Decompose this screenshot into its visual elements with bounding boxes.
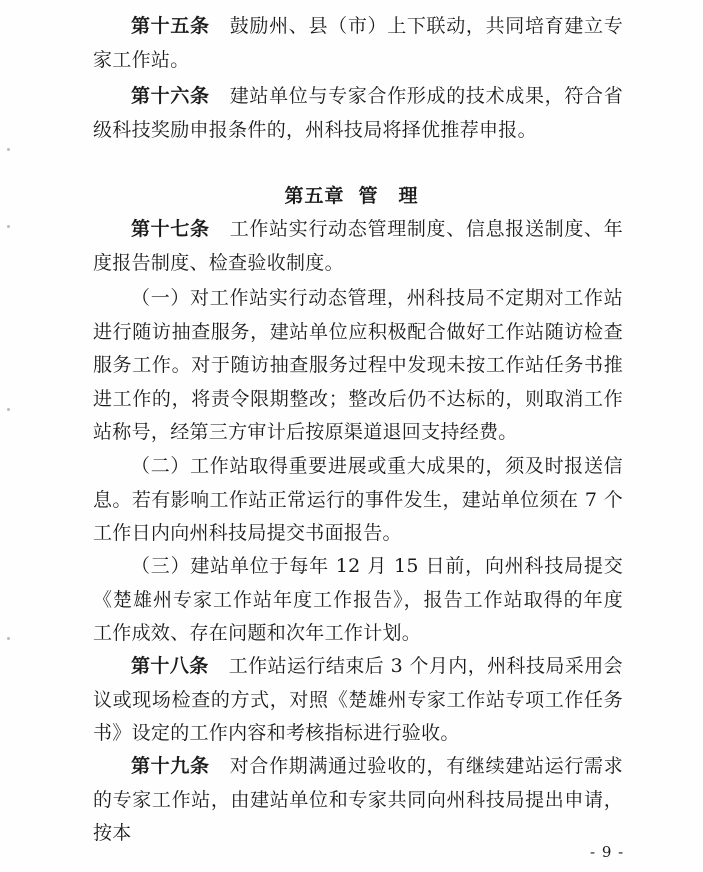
chapter-heading bbox=[0, 181, 703, 208]
scan-speck bbox=[7, 637, 10, 640]
article-15-label: 第十五条 bbox=[131, 15, 210, 37]
article-16 bbox=[93, 80, 623, 147]
scan-speck bbox=[7, 408, 10, 411]
article-16-text: 建站单位与专家合作形成的技术成果，符合省级科技奖励申报条件的，州科技局将择优推荐申报。 bbox=[93, 85, 623, 141]
article-16-label: 第十六条 bbox=[131, 85, 210, 107]
scan-speck bbox=[7, 148, 10, 151]
article-19-text: 对合作期满通过验收的，有继续建站运行需求的专家工作站，由建站单位和专家共同向州科技局提出申请，按本 bbox=[93, 755, 623, 844]
article-18-label: 第十八条 bbox=[131, 655, 209, 677]
article-19-label: 第十九条 bbox=[131, 755, 210, 777]
article-18 bbox=[93, 650, 623, 751]
article-17-label: 第十七条 bbox=[131, 218, 210, 240]
chapter-number: 第五章 bbox=[284, 185, 345, 207]
item-2: （二）工作站取得重要进展或重大成果的，须及时报送信息。若有影响工作站正常运行的事件发生，建站单位须在 7 个工作日内向州科技局提交书面报告。 bbox=[93, 455, 623, 544]
scan-speck bbox=[7, 225, 10, 228]
page-number: - 9 - bbox=[590, 843, 625, 861]
article-15 bbox=[93, 10, 623, 77]
item-1: （一）对工作站实行动态管理，州科技局不定期对工作站进行随访抽查服务，建站单位应积极配合做好工作站随访检查服务工作。对于随访抽查服务过程中发现未按工作站任务书推进工作的，将责令限期整改；整改后仍不达标的，则取消工作站称号，经第三方审计后按原渠道退回支持经费。 bbox=[93, 287, 623, 443]
article-19 bbox=[93, 750, 623, 851]
article-17-text: 工作站实行动态管理制度、信息报送制度、年度报告制度、检查验收制度。 bbox=[93, 218, 623, 274]
article-17 bbox=[93, 213, 623, 280]
article-15-text: 鼓励州、县（市）上下联动，共同培育建立专家工作站。 bbox=[93, 15, 623, 71]
chapter-title: 管 理 bbox=[358, 185, 419, 207]
item-3: （三）建站单位于每年 12 月 15 日前，向州科技局提交《楚雄州专家工作站年度工作报告》，报告工作站取得的年度工作成效、存在问题和次年工作计划。 bbox=[93, 555, 623, 644]
article-18-text: 工作站运行结束后 3 个月内，州科技局采用会议或现场检查的方式，对照《楚雄州专家工作站专项工作任务书》设定的工作内容和考核指标进行验收。 bbox=[93, 655, 623, 744]
